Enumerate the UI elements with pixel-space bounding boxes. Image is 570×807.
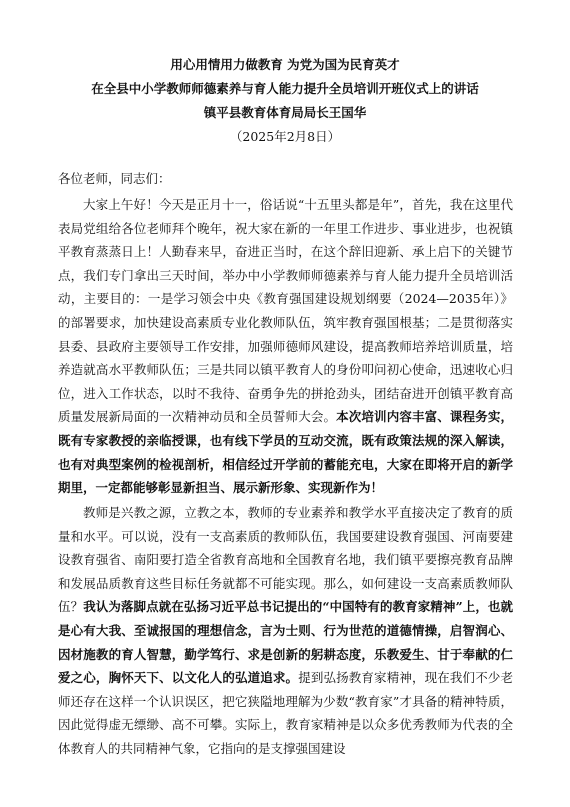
paragraph-2-bold: 我认为落脚点就在弘扬习近平总书记提出的“中国特有的教育家精神”上，也就是心有大我、至诚报国的理想信念，言为士则、行为世范的道德情操，启智润心、因材施教的育人智慧，勤学笃行、求是创新的躬耕态度，乐教爱生、甘于奉献的仁爱之心，胸怀天下、以文化人的弘道追求。 (58, 599, 513, 686)
speaker-line: 镇平县教育体育局局长王国华 (203, 105, 367, 120)
speech-date: （2025年2月8日） (229, 129, 341, 144)
document-title: 用心用情用力做教育 为党为国为民育英才 (170, 57, 400, 72)
document-subtitle: 在全县中小学教师师德素养与育人能力提升全员培训开班仪式上的讲话 (91, 81, 479, 96)
paragraph-2-text-cont: 提到弘扬教育家精神，现在我们不少老师还存在这样一个认识误区，把它狭隘地理解为少数“教育家”才具备的精神特质，因此觉得虚无缥缈、高不可攀。实际上，教育家精神是以众多优秀教师为代表的全体教育人的共同精神气象，它指向的是支撑强国建设 (58, 670, 513, 756)
salutation: 各位老师，同志们： (58, 171, 171, 186)
paragraph-2-text: 教师是兴教之源，立教之本，教师的专业素养和教学水平直接决定了教育的质量和水平。可以说，没有一支高素质的教师队伍，我国要建设教育强国、河南要建设教育强省、南阳要打造全省教育高地和全国教育名地，我们镇平要擦亮教育品牌和发展品质教育这些目标任务就都不可能实现。那么，如何建设一支高素质教师队伍？ (58, 505, 513, 615)
paragraph-1-bold: 本次培训内容丰富、课程务实，既有专家教授的亲临授课，也有线下学员的互动交流，既有政策法规的深入解读，也有对典型案例的检视剖析，相信经过开学前的蓄能充电，大家在即将开启的新学期里，一定都能够彰显新担当、展示新形象、实现新作为！ (58, 409, 513, 496)
paragraph-1-text: 大家上午好！今天是正月十一，俗话说“十五里头都是年”，首先，我在这里代表局党组给各位老师拜个晚年，祝大家在新的一年里工作进步、事业进步，也祝镇平教育蒸蒸日上！人勤春来早，奋进正当时，在这个辞旧迎新、承上启下的关键节点，我们专门拿出三天时间，举办中小学教师师德素养与育人能力提升全员培训活动，主要目的：一是学习领会中央《教育强国建设规划纲要（2024—2035年）》的部署要求，加快建设高素质专业化教师队伍，筑牢教育强国根基；二是贯彻落实县委、县政府主要领导工作安排，加强师德师风建设，提高教师培养培训质量，培养造就高水平教师队伍；三是共同以镇平教育人的身份叩问初心使命，迅速收心归位，进入工作状态，以时不我待、奋勇争先的拼抢劲头，团结奋进开创镇平教育高质量发展新局面的一次精神动员和全员誓师大会。 (58, 197, 513, 425)
paragraph-2 (58, 501, 513, 761)
paragraph-1 (58, 193, 513, 500)
